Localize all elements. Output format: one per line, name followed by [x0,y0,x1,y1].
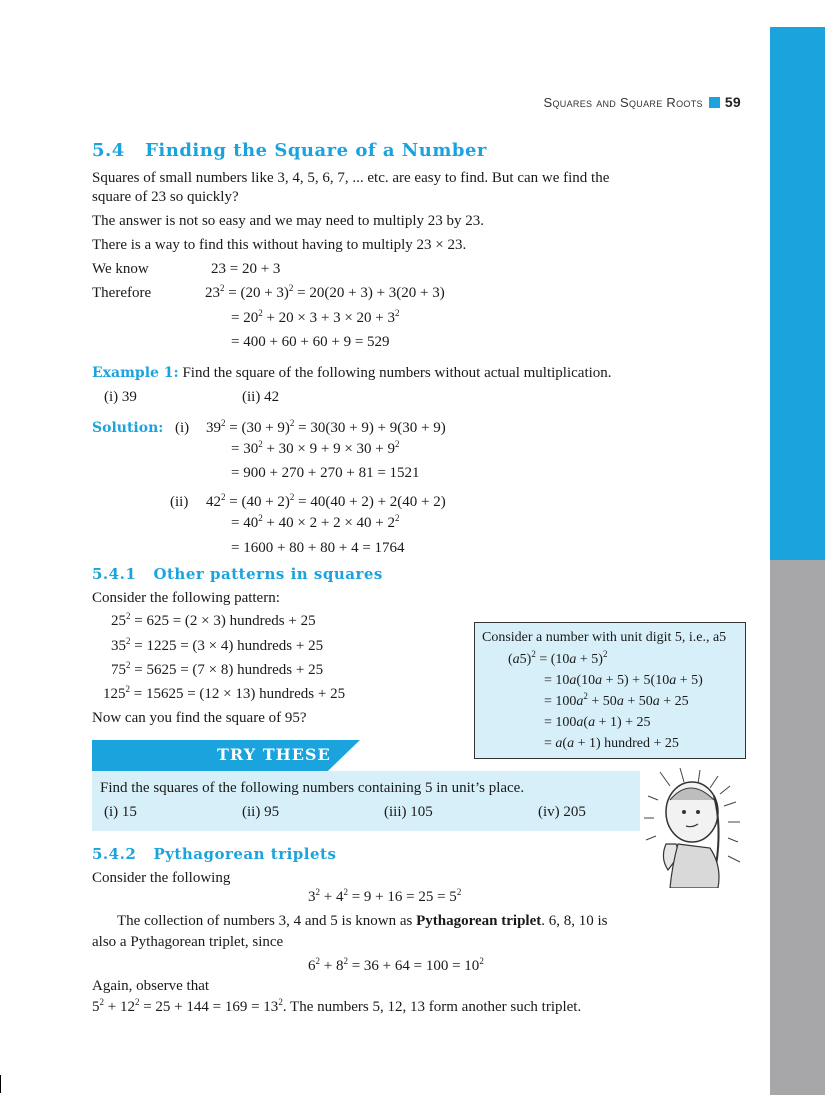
pattern-question: Now can you find the square of 95? [92,710,307,726]
try-these-text: Find the squares of the following numbers containing 5 in unit’s place. [100,780,525,796]
try-these-label: TRY THESE [217,745,331,764]
section-heading-5-4-1 [92,565,383,583]
example-part-ii: (ii) 42 [242,389,280,405]
subsection-title: Other patterns in squares [153,565,383,583]
para-term-pythagorean-triplet: Pythagorean triplet [416,913,542,929]
try-item-ii: (ii) 95 [242,804,280,820]
equation-39-step2: = $30^2 + 30 \times 9 + 9 \times 30 + 9^2$ [231,439,400,457]
we-know-equation: 23 = 20 + 3 [211,261,281,277]
pattern-line-125: $125^2 = 15625 = (12 \times 13)$ hundreds + 25 [103,684,346,702]
child-thinking-illustration [640,766,746,888]
pythagoras-intro: Consider the following [92,870,231,886]
section-heading-5-4-2 [92,845,336,863]
section-heading-5-4 [92,140,487,161]
equation-23-result: = 400 + 60 + 60 + 9 = 529 [231,334,390,350]
box-line-3: = $100a^2 + 50a + 50a + 25$ [544,691,689,709]
box-title: Consider a number with unit digit 5, i.e., a5 [482,630,727,645]
pattern-line-25: $25^2 = 625 = (2 \times 3)$ hundreds + 25 [111,611,316,629]
header-title: Squares and Square Roots [543,95,703,110]
para-text-a: The collection of numbers 3, 4 and 5 is known as [117,913,413,929]
pythagoras-paragraph-line-2: also a Pythagorean triplet, since [92,934,284,950]
running-header [544,94,741,110]
equation-23-squared: $23^2 = (20 + 3)^2 = 20(20 + 3) + 3(20 + 3)$ [205,283,445,301]
intro-line-1: Squares of small numbers like 3, 4, 5, 6, 7, ... etc. are easy to find. But can we find the [92,170,610,186]
equation-6-8-10: $6^2 + 8^2 = 36 + 64 = 100 = 10^2$ [308,956,484,974]
equation-5-12-13-line: $5^2 + 12^2 = 25 + 144 = 169 = 13^2$. The numbers 5, 12, 13 form another such triplet. [92,997,582,1015]
equation-39-result: = 900 + 270 + 270 + 81 = 1521 [231,465,420,481]
solution-part-i-label: (i) [175,420,190,436]
box-line-5: = a(a + 1) hundred + 25 [544,736,679,751]
subsection-number: 5.4.1 [92,565,137,583]
try-item-iii: (iii) 105 [384,804,433,820]
page-number: 59 [724,94,741,110]
pattern-line-35: $35^2 = 1225 = (3 \times 4)$ hundreds + 25 [111,636,324,654]
box-line-2: = 10a(10a + 5) + 5(10a + 5) [544,673,703,688]
pattern-intro: Consider the following pattern: [92,590,280,606]
header-square-icon [709,97,720,108]
box-line-1: $(a5)^2 = (10a + 5)^2$ [508,649,608,667]
example-label: Example 1: [92,365,179,381]
intro-line-4: There is a way to find this without having to multiply 23 × 23. [92,237,467,253]
subsection-title: Pythagorean triplets [153,845,337,863]
therefore-label: Therefore [92,285,152,301]
try-item-iv: (iv) 205 [538,804,586,820]
section-title: Finding the Square of a Number [145,140,487,161]
example-part-i: (i) 39 [104,389,137,405]
margin-mark [0,1075,1,1093]
pattern-line-75: $75^2 = 5625 = (7 \times 8)$ hundreds + 25 [111,660,324,678]
equation-42-step2: = $40^2 + 40 \times 2 + 2 \times 40 + 2^2$ [231,513,400,531]
page-edge-gray-strip [770,560,825,1095]
solution-part-ii-label: (ii) [170,494,189,510]
box-line-4: = 100a(a + 1) + 25 [544,715,651,730]
triplet-sentence-tail: . The numbers 5, 12, 13 form another such triplet. [282,999,582,1015]
page-edge-blue-strip [770,27,825,560]
para-text-b: . 6, 8, 10 is [541,913,608,929]
section-number: 5.4 [92,140,125,161]
again-observe: Again, observe that [92,978,210,994]
equation-42-result: = 1600 + 80 + 80 + 4 = 1764 [231,540,405,556]
example-1 [92,365,612,382]
subsection-number: 5.4.2 [92,845,137,863]
equation-3-4-5: $3^2 + 4^2 = 9 + 16 = 25 = 5^2$ [308,887,462,905]
intro-line-3: The answer is not so easy and we may need to multiply 23 by 23. [92,213,485,229]
equation-23-step2: = $20^2 + 20 \times 3 + 3 \times 20 + 3^2$ [231,308,400,326]
we-know-label: We know [92,261,149,277]
solution-label: Solution: [92,420,164,436]
pythagoras-paragraph [117,913,608,930]
equation-42-squared: $42^2 = (40 + 2)^2 = 40(40 + 2) + 2(40 + 2)$ [206,492,446,510]
intro-line-2: square of 23 so quickly? [92,189,239,205]
try-item-i: (i) 15 [104,804,137,820]
equation-39-squared: $39^2 = (30 + 9)^2 = 30(30 + 9) + 9(30 + 9)$ [206,418,446,436]
example-text: Find the square of the following numbers without actual multiplication. [182,365,612,381]
